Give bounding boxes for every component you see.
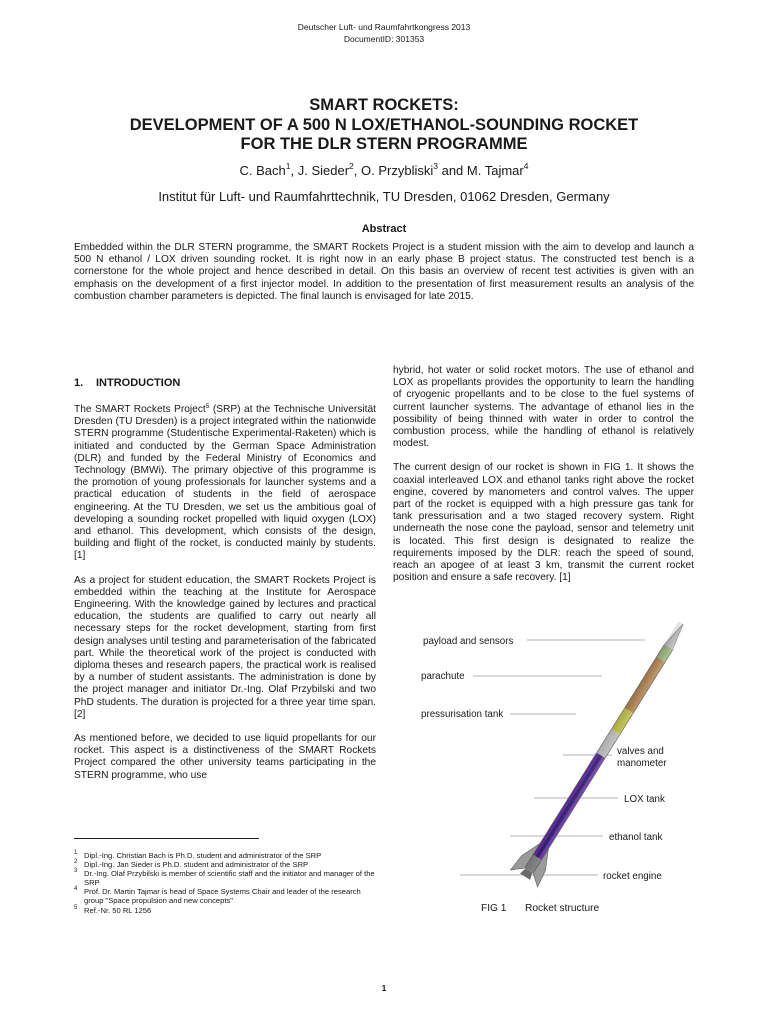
- footnote-text: Ref.-Nr. 50 RL 1256: [84, 905, 152, 915]
- author-mark: 3: [433, 161, 438, 171]
- label-pressurisation: pressurisation tank: [421, 709, 504, 720]
- caption-number: FIG 1: [481, 903, 507, 914]
- rocket-body: [510, 618, 696, 887]
- paragraph-text: (SRP) at the Technische Universität Dresden (TU Dresden) is a project integrated within the nationwide STERN programme (Studentische Experimental-Raketen) which is initiated and conducted by the German Space Administration (DLR) and funded by the Federal Ministry of Economics and Technology (BMWi). The primary objective of this programme is the promotion of young professionals for launcher systems and a practical education of students in the field of aerospace engineering. At the TU Dresden, we set us the ambitious goal of developing a sounding rocket propelled with liquid oxygen (LOX) and ethanol. This development, which consists of the design, building and flight of the rocket, is conducted mainly by students. [1]: [74, 404, 376, 562]
- title-line-1: SMART ROCKETS:: [309, 96, 459, 114]
- footnote-mark: 3: [74, 868, 78, 875]
- label-payload: payload and sensors: [423, 636, 514, 647]
- paragraph: As mentioned before, we decided to use liquid propellants for our rocket. This aspect is a distinctiveness of the SMART Rockets Project compared the other university teams participating in the STERN programme, who use: [74, 733, 376, 781]
- paragraph-text: The SMART Rockets Project: [74, 404, 206, 415]
- footnote-text: Prof. Dr. Martin Tajmar is head of Space Systems Chair and leader of the research group "Space propulsion and new concepts": [84, 887, 361, 906]
- paragraph: As a project for student education, the SMART Rockets Project is embedded within the teaching at the Institute for Aerospace Engineering. With the knowledge gained by lectures and practical education, the students are qualified to carry out nearly all necessary steps for the rocket development, starting from first design analyses until testing and parameterisation of the fabricated part. While the theoretical work of the project is conducted with diploma theses and research papers, the practical work is realised by a number of student assistants. The administration is done by the project manager and initiator Dr.-Ing. Olaf Przybilski and two PhD students. The duration is projected for a three year time span. [2]: [74, 574, 376, 720]
- paragraph: The current design of our rocket is shown in FIG 1. It shows the coaxial interleaved LOX and ethanol tanks right above the rocket engine, covered by manometers and control valves. The upper part of the rocket is equipped with a high pressure gas tank for tank pressurisation and a two staged recovery system. Right underneath the nose cone the payload, sensor and telemetry unit is located. This first design is designated to realize the requirements imposed by the DLR: reach the speed of sound, reach an apogee of at least 3 km, transmit the current rocket position and ensure a safe recovery. [1]: [393, 462, 694, 584]
- paragraph: [74, 404, 376, 563]
- footnote: [74, 869, 378, 887]
- document-id: DocumentID: 301353: [343, 33, 425, 44]
- author-separator: ,: [290, 163, 298, 178]
- label-engine: rocket engine: [603, 871, 662, 882]
- author-name: M. Tajmar: [466, 163, 524, 178]
- page-number: 1: [381, 983, 387, 993]
- footnote: [74, 860, 378, 869]
- footnote-mark: 4: [74, 886, 78, 893]
- figure-caption: [481, 902, 599, 915]
- abstract-text: Embedded within the DLR STERN programme, the SMART Rockets Project is a student mission with the aim to develop and launch a 500 N ethanol / LOX driven sounding rocket. It is right now in an early phase B project status. The constructed test bench is a cornerstone for the whole project and hence described in detail. On this basis an overview of recent test activities is given with an emphasis on the development of a first injector model. In addition to the presentation of first measurement results an analysis of the combustion chamber parameters is depicted. The final launch is envisaged for late 2015.: [74, 242, 694, 302]
- footnote-text: Dr.-Ing. Olaf Przybilski is member of scientific staff and the initiator and manager of the SRP: [84, 869, 375, 888]
- footnote-mark: 1: [74, 850, 78, 856]
- right-column: [393, 365, 694, 596]
- paragraph: hybrid, hot water or solid rocket motors. The use of ethanol and LOX as propellants provides the opportunity to learn the handling of cryogenic propellants and to be close to the fuel systems of current launcher systems. The advantage of ethanol lies in the possibility of being thinned with water in order to control the combustion process, while the handling of ethanol is relatively modest.: [393, 365, 694, 450]
- author-list: [0, 163, 768, 179]
- footnote-mark: 2: [74, 859, 78, 866]
- label-lox: LOX tank: [624, 794, 665, 805]
- caption-text: Rocket structure: [525, 903, 600, 914]
- running-header: [0, 22, 768, 45]
- conference-name: Deutscher Luft- und Raumfahrtkongress 2013: [297, 22, 471, 32]
- section-title: INTRODUCTION: [96, 377, 181, 389]
- footnote: [74, 887, 378, 905]
- abstract-heading: Abstract: [361, 223, 407, 235]
- author-name: C. Bach: [239, 163, 286, 178]
- rocket-structure-figure: [400, 618, 700, 898]
- paper-title: [0, 96, 768, 155]
- author-mark: 1: [285, 161, 291, 171]
- footnote: [74, 851, 378, 860]
- title-line-2: DEVELOPMENT OF A 500 N LOX/ETHANOL-SOUNDING ROCKET: [129, 115, 639, 134]
- section-number: 1.: [74, 377, 84, 389]
- footnote-text: Dipl.-Ing. Jan Sieder is Ph.D. student and administrator of the SRP: [84, 860, 309, 870]
- footnote-reference: 5: [205, 403, 210, 410]
- affiliation: Institut für Luft- und Raumfahrttechnik, TU Dresden, 01062 Dresden, Germany: [158, 189, 610, 204]
- section-heading: [74, 376, 180, 390]
- label-valves-1: valves and: [617, 746, 664, 757]
- label-parachute: parachute: [421, 671, 465, 682]
- left-column: [74, 404, 376, 794]
- footnote-text: Dipl.-Ing. Christian Bach is Ph.D. student and administrator of the SRP: [84, 851, 322, 860]
- footnote-rule: [74, 838, 259, 839]
- label-ethanol: ethanol tank: [609, 832, 663, 843]
- rocket-diagram: [400, 618, 700, 898]
- title-line-3: FOR THE DLR STERN PROGRAMME: [240, 135, 528, 153]
- author-separator: and: [437, 163, 467, 178]
- author-name: J. Sieder: [297, 163, 350, 178]
- author-mark: 4: [523, 161, 529, 171]
- author-mark: 2: [349, 161, 354, 171]
- footnote: [74, 906, 378, 915]
- footnotes: [74, 851, 378, 915]
- label-valves-2: manometer: [617, 758, 667, 769]
- author-separator: ,: [353, 163, 362, 178]
- author-name: O. Przybliski: [361, 163, 434, 178]
- footnote-mark: 5: [74, 904, 78, 911]
